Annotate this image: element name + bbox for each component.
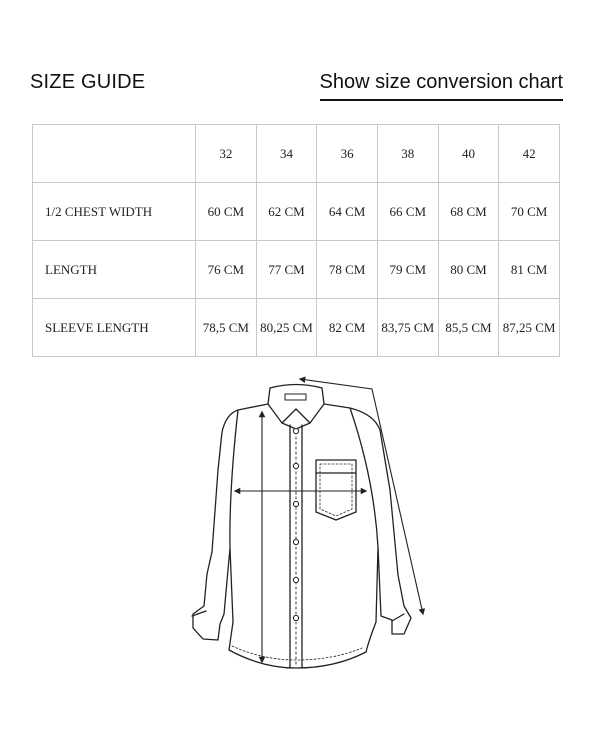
size-column-header: 38 <box>377 125 438 183</box>
size-table <box>32 124 560 357</box>
measurement-value: 60 CM <box>196 183 257 241</box>
table-row <box>33 241 560 299</box>
measurement-value: 82 CM <box>317 299 378 357</box>
measurement-value: 76 CM <box>196 241 257 299</box>
measurement-value: 62 CM <box>256 183 317 241</box>
size-header-row <box>33 125 560 183</box>
size-column-header: 42 <box>499 125 560 183</box>
measurement-value: 66 CM <box>377 183 438 241</box>
measurement-value: 87,25 CM <box>499 299 560 357</box>
shirt-measurement-diagram-icon <box>180 370 440 680</box>
size-conversion-chart-link[interactable]: Show size conversion chart <box>320 71 563 101</box>
measurement-value: 77 CM <box>256 241 317 299</box>
table-row <box>33 299 560 357</box>
size-column-header: 40 <box>438 125 499 183</box>
measurement-value: 80 CM <box>438 241 499 299</box>
measurement-value: 64 CM <box>317 183 378 241</box>
measurement-value: 79 CM <box>377 241 438 299</box>
measurement-label: SLEEVE LENGTH <box>33 299 196 357</box>
size-column-header: 36 <box>317 125 378 183</box>
measurement-value: 68 CM <box>438 183 499 241</box>
table-row <box>33 183 560 241</box>
measurement-value: 70 CM <box>499 183 560 241</box>
measurement-value: 85,5 CM <box>438 299 499 357</box>
measurement-value: 78 CM <box>317 241 378 299</box>
measurement-value: 78,5 CM <box>196 299 257 357</box>
measurement-label: LENGTH <box>33 241 196 299</box>
measurement-value: 83,75 CM <box>377 299 438 357</box>
size-column-header: 32 <box>196 125 257 183</box>
page-title: SIZE GUIDE <box>30 71 146 93</box>
size-column-header: 34 <box>256 125 317 183</box>
measurement-value: 81 CM <box>499 241 560 299</box>
table-corner-cell <box>33 125 196 183</box>
measurement-value: 80,25 CM <box>256 299 317 357</box>
measurement-label: 1/2 CHEST WIDTH <box>33 183 196 241</box>
